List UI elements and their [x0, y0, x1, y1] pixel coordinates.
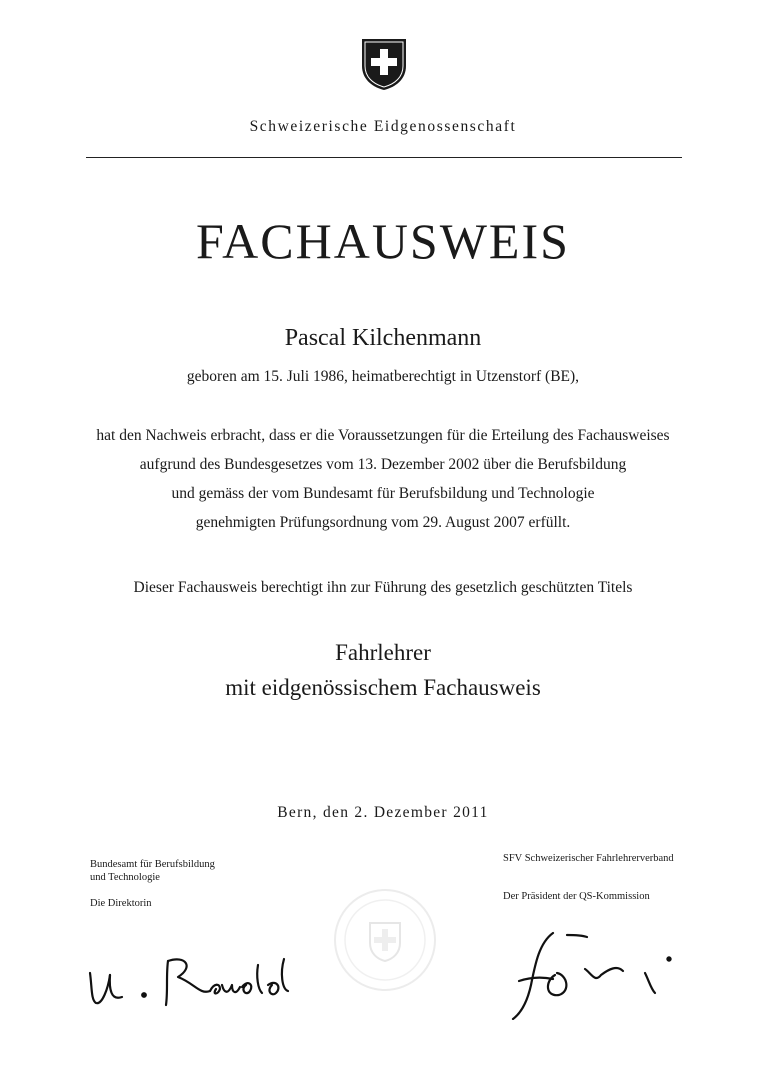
- embossed-seal-icon: [330, 885, 440, 995]
- protected-title-line1: Fahrlehrer: [335, 640, 431, 665]
- right-handwritten-signature: [505, 925, 680, 1020]
- left-org-line1: Bundesamt für Berufsbildung: [90, 859, 215, 870]
- body-line: und gemäss der vom Bundesamt für Berufsbildung und Technologie: [171, 485, 595, 502]
- swiss-cross-shield-icon: [358, 36, 410, 92]
- protected-title-line2: mit eidgenössischem Fachausweis: [225, 675, 541, 700]
- birth-line: geboren am 15. Juli 1986, heimatberechtigt in Utzenstorf (BE),: [186, 368, 580, 385]
- holder-name: Pascal Kilchenmann: [284, 325, 482, 351]
- body-line: hat den Nachweis erbracht, dass er die Voraussetzungen für die Erteilung des Fachausweises: [96, 427, 670, 444]
- certificate-title: FACHAUSWEIS: [196, 213, 570, 269]
- confederation-heading: Schweizerische Eidgenossenschaft: [249, 118, 517, 135]
- left-handwritten-signature: [82, 945, 322, 1020]
- rights-line: Dieser Fachausweis berechtigt ihn zur Führung des gesetzlich geschützten Titels: [133, 579, 633, 596]
- place-date: Bern, den 2. Dezember 2011: [277, 804, 489, 821]
- left-signatory-role: Die Direktorin: [90, 898, 152, 909]
- header-divider: [86, 157, 682, 158]
- right-signatory-role: Der Präsident der QS-Kommission: [503, 891, 650, 902]
- left-signatory-org: [90, 858, 290, 884]
- body-line: aufgrund des Bundesgesetzes vom 13. Dezember 2002 über die Berufsbildung: [139, 456, 627, 473]
- left-org-line2: und Technologie: [90, 872, 160, 883]
- body-line: genehmigten Prüfungsordnung vom 29. August 2007 erfüllt.: [195, 514, 571, 531]
- right-signatory-org: SFV Schweizerischer Fahrlehrerverband: [503, 853, 674, 864]
